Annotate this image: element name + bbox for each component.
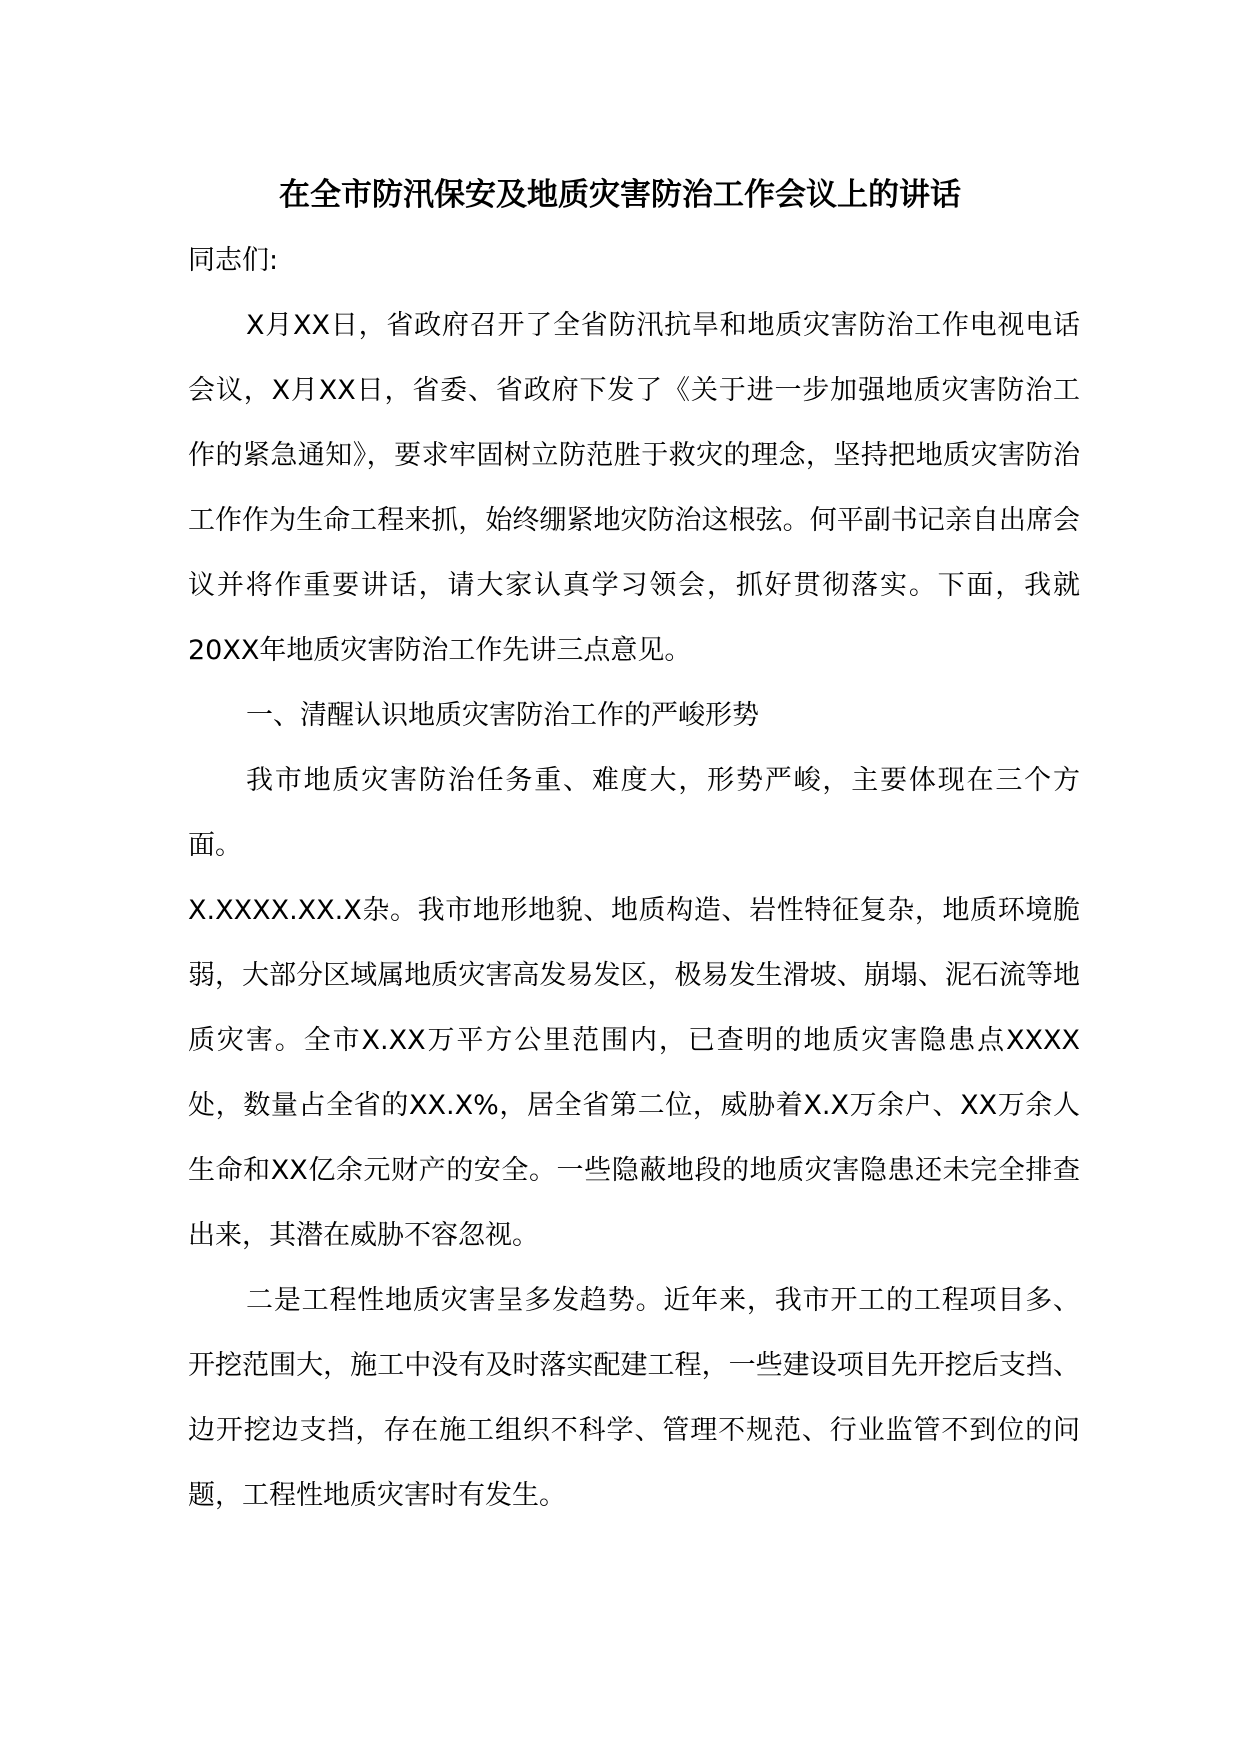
section-heading-1: 一、清醒认识地质灾害防治工作的严峻形势 [246, 700, 759, 731]
paragraph-point-2: 二是工程性地质灾害呈多发趋势。近年来，我市开工的工程项目多、开挖范围大，施工中没有及时落实配建工程，一些建设项目先开挖后支挡、边开挖边支挡，存在施工组织不科学、管理不规范、行业监管不到位的问题，工程性地质灾害时有发生。 [188, 1285, 1080, 1511]
paragraph-intro: X月XX日，省政府召开了全省防汛抗旱和地质灾害防治工作电视电话会议，X月XX日，省委、省政府下发了《关于进一步加强地质灾害防治工作的紧急通知》，要求牢固树立防范胜于救灾的理念，坚持把地质灾害防治工作作为生命工程来抓，始终绷紧地灾防治这根弦。何平副书记亲自出席会议并将作重要讲话，请大家认真学习领会，抓好贯彻落实。下面，我就20XX年地质灾害防治工作先讲三点意见。 [188, 310, 1080, 666]
paragraph-point-1: X.XXXX.XX.X杂。我市地形地貌、地质构造、岩性特征复杂，地质环境脆弱，大部分区域属地质灾害高发易发区，极易发生滑坡、崩塌、泥石流等地质灾害。全市X.XX万平方公里范围内，已查明的地质灾害隐患点XXXX处，数量占全省的XX.X%，居全省第二位，威胁着X.X万余户、XX万余人生命和XX亿余元财产的安全。一些隐蔽地段的地质灾害隐患还未完全排查出来，其潜在威胁不容忽视。 [188, 895, 1080, 1251]
paragraph-overview: 我市地质灾害防治任务重、难度大，形势严峻，主要体现在三个方面。 [188, 765, 1080, 861]
document-body [188, 228, 1080, 1528]
document-title: 在全市防汛保安及地质灾害防治工作会议上的讲话 [279, 177, 961, 213]
salutation: 同志们: [188, 245, 279, 276]
